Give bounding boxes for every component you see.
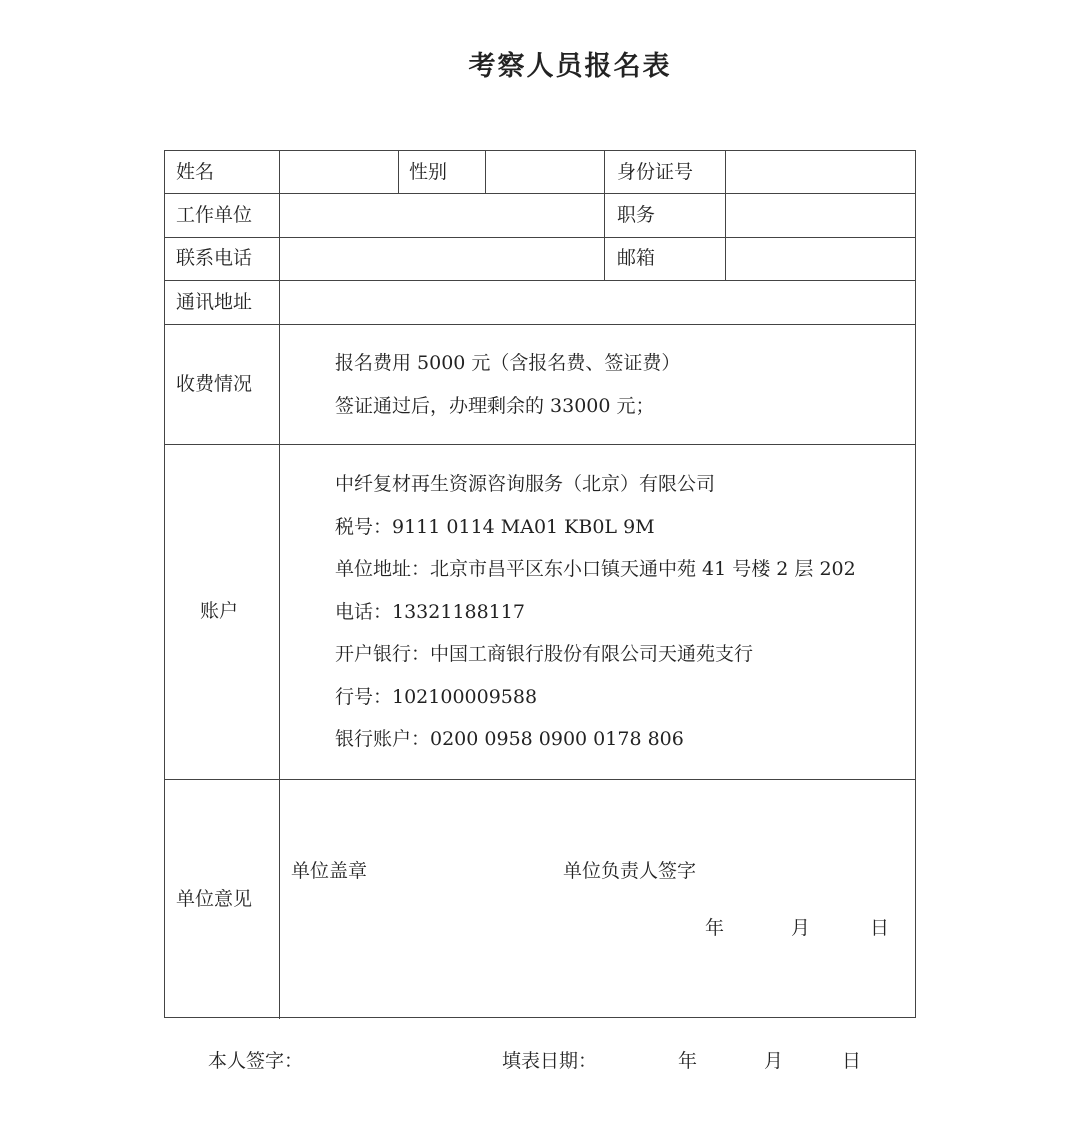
column-divider bbox=[604, 151, 605, 280]
footer-year-label: 年 bbox=[678, 1050, 698, 1072]
bank-name: 开户银行：中国工商银行股份有限公司天通苑支行 bbox=[335, 643, 754, 665]
name-field[interactable] bbox=[280, 152, 398, 193]
position-field[interactable] bbox=[726, 194, 915, 237]
company-address: 单位地址：北京市昌平区东小口镇天通中苑 41 号楼 2 层 202 bbox=[335, 558, 856, 580]
workplace-label: 工作单位 bbox=[176, 204, 253, 226]
gender-field[interactable] bbox=[486, 152, 604, 193]
opinion-year-label: 年 bbox=[705, 917, 725, 939]
fill-date-label: 填表日期： bbox=[502, 1050, 598, 1072]
position-label: 职务 bbox=[617, 204, 656, 226]
column-divider bbox=[398, 151, 399, 193]
opinion-day-label: 日 bbox=[870, 917, 890, 939]
address-label: 通讯地址 bbox=[176, 291, 253, 313]
email-label: 邮箱 bbox=[617, 247, 656, 269]
address-field[interactable] bbox=[280, 281, 915, 324]
email-field[interactable] bbox=[726, 238, 915, 280]
footer-month-label: 月 bbox=[764, 1050, 784, 1072]
signer-label: 单位负责人签字 bbox=[563, 860, 697, 882]
name-label: 姓名 bbox=[176, 161, 215, 183]
row-divider bbox=[165, 324, 915, 325]
registration-form-table bbox=[164, 150, 916, 1018]
opinion-month-label: 月 bbox=[791, 917, 811, 939]
opinion-field[interactable] bbox=[280, 780, 915, 1017]
row-divider bbox=[165, 444, 915, 445]
account-label: 账户 bbox=[200, 600, 239, 622]
company-phone: 电话：13321188117 bbox=[335, 601, 525, 623]
bank-code: 行号：102100009588 bbox=[335, 686, 538, 708]
phone-field[interactable] bbox=[280, 238, 604, 280]
form-title: 考察人员报名表 bbox=[468, 51, 672, 82]
tax-id: 税号：9111 0114 MA01 KB0L 9M bbox=[335, 516, 655, 538]
signature-field[interactable] bbox=[310, 1046, 490, 1078]
signature-label: 本人签字： bbox=[208, 1050, 304, 1072]
fees-line: 签证通过后，办理剩余的 33000 元； bbox=[335, 395, 655, 417]
workplace-field[interactable] bbox=[280, 194, 604, 237]
gender-label: 性别 bbox=[409, 161, 448, 183]
phone-label: 联系电话 bbox=[176, 247, 253, 269]
id-number-label: 身份证号 bbox=[617, 161, 694, 183]
footer-day-label: 日 bbox=[842, 1050, 862, 1072]
company-name: 中纤复材再生资源咨询服务（北京）有限公司 bbox=[335, 473, 716, 495]
fees-label: 收费情况 bbox=[176, 373, 253, 395]
opinion-label: 单位意见 bbox=[176, 888, 253, 910]
seal-label: 单位盖章 bbox=[291, 860, 368, 882]
id-number-field[interactable] bbox=[726, 152, 915, 193]
fees-line: 报名费用 5000 元（含报名费、签证费） bbox=[335, 352, 681, 374]
bank-account: 银行账户：0200 0958 0900 0178 806 bbox=[335, 728, 684, 750]
